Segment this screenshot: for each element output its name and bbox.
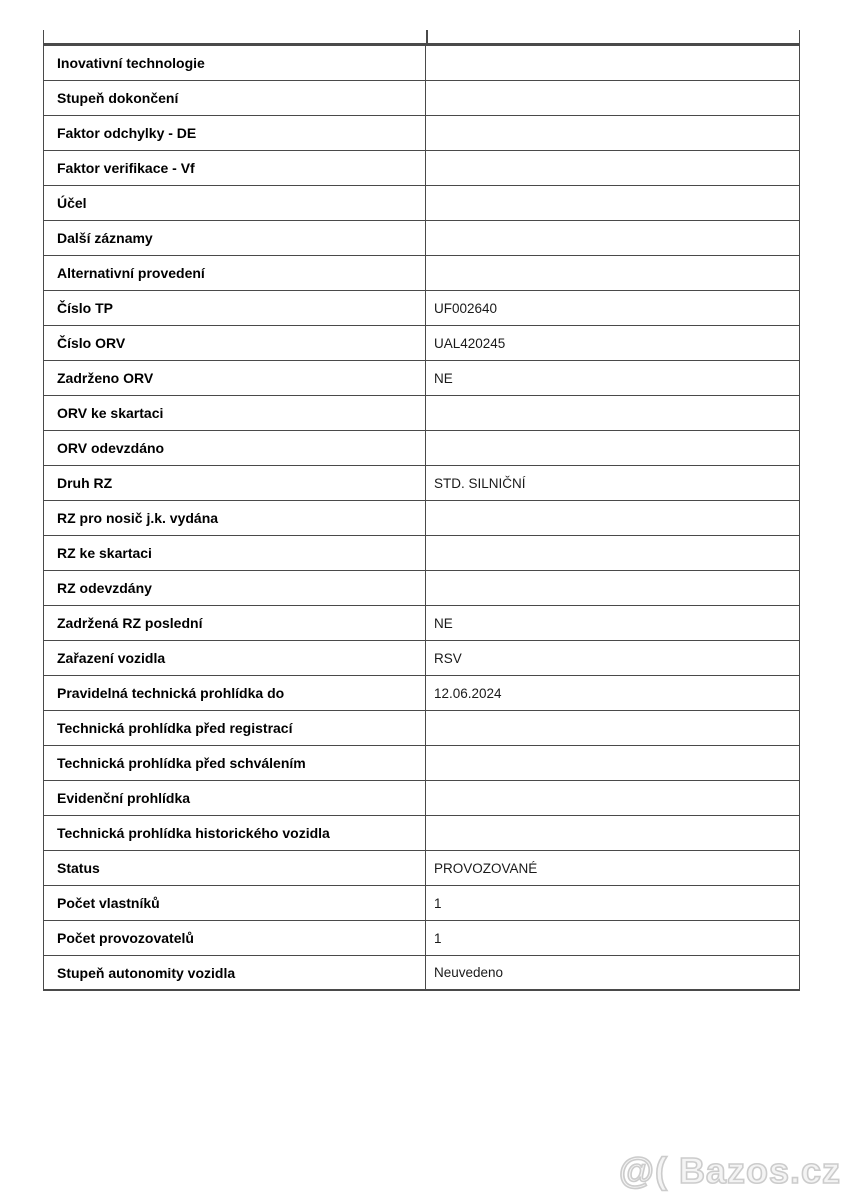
field-label: Inovativní technologie <box>44 46 426 80</box>
table-row <box>44 606 799 641</box>
field-label: Druh RZ <box>44 466 426 500</box>
table-row <box>44 466 799 501</box>
table-row <box>44 256 799 291</box>
field-value <box>426 151 799 185</box>
field-value <box>426 221 799 255</box>
field-label: Technická prohlídka před registrací <box>44 711 426 745</box>
cutoff-table-row <box>43 30 800 43</box>
table-row <box>44 851 799 886</box>
column-divider <box>426 30 428 43</box>
table-row <box>44 116 799 151</box>
field-value: NE <box>434 615 453 631</box>
table-row <box>44 536 799 571</box>
field-label: Alternativní provedení <box>44 256 426 290</box>
table-row <box>44 886 799 921</box>
table-row <box>44 431 799 466</box>
field-label: Zařazení vozidla <box>44 641 426 675</box>
field-value <box>426 186 799 220</box>
field-value <box>426 81 799 115</box>
table-row <box>44 746 799 781</box>
field-label: RZ odevzdány <box>44 571 426 605</box>
field-label: Evidenční prohlídka <box>44 781 426 815</box>
field-value: UF002640 <box>434 300 498 316</box>
field-label: RZ pro nosič j.k. vydána <box>44 501 426 535</box>
bazos-watermark: @( Bazos.cz <box>618 1150 841 1191</box>
field-label: Počet provozovatelů <box>44 921 426 955</box>
field-value <box>426 46 799 80</box>
field-label: Počet vlastníků <box>44 886 426 920</box>
field-label: Stupeň autonomity vozidla <box>44 956 426 989</box>
table-row <box>44 676 799 711</box>
field-label: Zadrženo ORV <box>44 361 426 395</box>
table-row <box>44 291 799 326</box>
field-value <box>426 781 799 815</box>
table-row <box>44 781 799 816</box>
table-row <box>44 571 799 606</box>
field-value: 12.06.2024 <box>434 685 502 701</box>
table-row <box>44 186 799 221</box>
field-label: Stupeň dokončení <box>44 81 426 115</box>
field-label: Faktor odchylky - DE <box>44 116 426 150</box>
field-label: Číslo ORV <box>44 326 426 360</box>
table-row <box>44 921 799 956</box>
field-value: UAL420245 <box>434 335 506 351</box>
table-row <box>44 361 799 396</box>
table-row <box>44 641 799 676</box>
field-label: Číslo TP <box>44 291 426 325</box>
vehicle-registry-table <box>43 43 800 991</box>
field-value <box>426 816 799 850</box>
field-label: Účel <box>44 186 426 220</box>
field-value <box>426 431 799 465</box>
field-value <box>426 711 799 745</box>
field-value <box>426 501 799 535</box>
table-row <box>44 326 799 361</box>
table-row <box>44 816 799 851</box>
field-value <box>426 536 799 570</box>
field-label: Faktor verifikace - Vf <box>44 151 426 185</box>
field-value: RSV <box>434 650 462 666</box>
field-value: NE <box>434 370 453 386</box>
table-row <box>44 151 799 186</box>
table-row <box>44 711 799 746</box>
field-value <box>426 746 799 780</box>
field-label: Pravidelná technická prohlídka do <box>44 676 426 710</box>
table-row <box>44 46 799 81</box>
field-label: Další záznamy <box>44 221 426 255</box>
field-value: 1 <box>434 930 442 946</box>
field-value <box>426 396 799 430</box>
table-row <box>44 221 799 256</box>
field-value: 1 <box>434 895 442 911</box>
field-value <box>426 571 799 605</box>
table-row <box>44 501 799 536</box>
table-row <box>44 81 799 116</box>
table-row <box>44 396 799 431</box>
field-value: STD. SILNIČNÍ <box>434 475 526 491</box>
field-label: Status <box>44 851 426 885</box>
table-row <box>44 956 799 991</box>
field-value <box>426 256 799 290</box>
field-label: RZ ke skartaci <box>44 536 426 570</box>
field-value <box>426 116 799 150</box>
field-label: Technická prohlídka historického vozidla <box>44 816 426 850</box>
field-label: ORV ke skartaci <box>44 396 426 430</box>
field-label: Technická prohlídka před schválením <box>44 746 426 780</box>
field-value: Neuvedeno <box>434 965 504 980</box>
field-label: Zadržená RZ poslední <box>44 606 426 640</box>
field-value: PROVOZOVANÉ <box>434 860 538 876</box>
field-label: ORV odevzdáno <box>44 431 426 465</box>
